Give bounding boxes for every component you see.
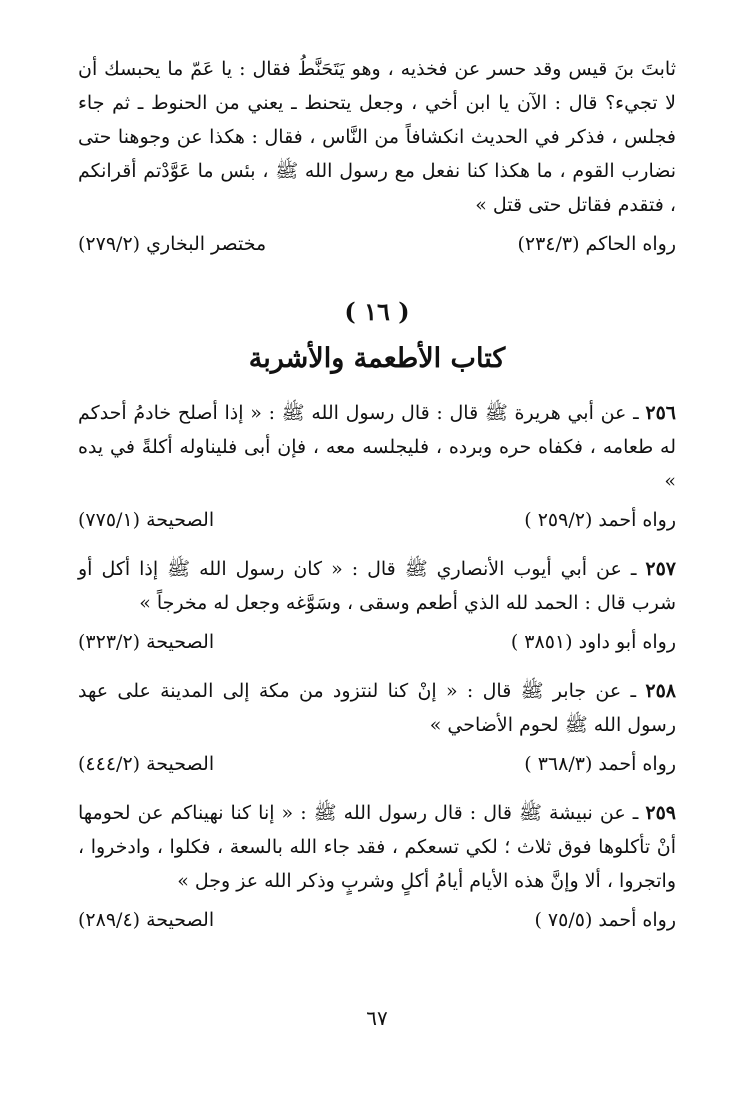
hadith-references <box>78 624 676 660</box>
hadith-258 <box>78 674 676 782</box>
chapter-title: كتاب الأطعمة والأشربة <box>248 343 506 374</box>
intro-paragraph: ثابتَ بنَ قيس وقد حسر عن فخذيه ، وهو يَتَحَنَّطُ فقال : يا عَمّ ما يحبسك أن لا تجيء؟ قال : الآن يا ابن أخي ، وجعل يتحنط ـ يعني من الحنوط ـ ثم جاء فجلس ، فذكر في الحديث انكشافاً من النَّاس ، فقال : هكذا عن وجوهنا حتى نضارب القوم ، ما هكذا كنا نفعل مع رسول الله ﷺ ، بئس ما عَوَّدْتم أقرانكم ، فتقدم فقاتل حتى قتل » <box>78 58 676 216</box>
hadith-text <box>78 796 676 898</box>
hadith-body: ـ عن نبيشة ﷺ قال : قال رسول الله ﷺ : « إنا كنا نهيناكم عن لحومها أنْ تأكلوها فوق ثلاث ؛ لكي تسعكم ، فقد جاء الله بالسعة ، فكلوا ، وادخروا ، واتجروا ، ألا وإنَّ هذه الأيام أيامُ أكلٍ وشربٍ وذكر الله عز وجل » <box>78 802 676 892</box>
hadith-number: ٢٥٩ <box>645 802 676 824</box>
hadith-text <box>78 674 676 742</box>
hadith-256 <box>78 396 676 538</box>
hadith-ref-source: رواه أحمد (٣٦٨/٣ ) <box>524 753 676 775</box>
hadith-body: ـ عن جابر ﷺ قال : « إنْ كنا لنتزود من مكة إلى المدينة على عهد رسول الله ﷺ لحوم الأضاحي » <box>78 680 676 736</box>
intro-ref-bukhari: مختصر البخاري (٢٧٩/٢) <box>78 233 267 255</box>
hadith-ref-sahiha: الصحيحة (٧٧٥/١) <box>78 509 215 531</box>
hadith-references <box>78 902 676 938</box>
hadith-number: ٢٥٧ <box>645 558 677 580</box>
hadith-references <box>78 502 676 538</box>
hadith-ref-sahiha: الصحيحة (٣٢٣/٢) <box>78 631 215 653</box>
hadith-ref-source: رواه أحمد (٧٥/٥ ) <box>534 909 676 931</box>
hadith-ref-source: رواه أبو داود (٣٨٥١ ) <box>510 631 676 653</box>
hadith-ref-source: رواه أحمد (٢٥٩/٢ ) <box>524 509 676 531</box>
hadith-259 <box>78 796 676 938</box>
intro-references <box>78 226 676 262</box>
hadith-ref-sahiha: الصحيحة (٢٨٩/٤) <box>78 909 215 931</box>
page-number: ٦٧ <box>366 1006 388 1030</box>
hadith-body: ـ عن أبي هريرة ﷺ قال : قال رسول الله ﷺ : « إذا أصلح خادمُ أحدكم له طعامه ، فكفاه حره وبرده ، فليجلسه معه ، فإن أبى فليناوله أكلةً في يده » <box>78 402 676 492</box>
hadith-text <box>78 396 676 498</box>
hadith-references <box>78 746 676 782</box>
hadith-number: ٢٥٨ <box>645 680 676 702</box>
chapter-number: ( ١٦ ) <box>344 297 410 326</box>
hadith-text <box>78 552 676 620</box>
hadith-number: ٢٥٦ <box>645 402 676 424</box>
hadith-body: ـ عن أبي أيوب الأنصاري ﷺ قال : « كان رسول الله ﷺ إذا أكل أو شرب قال : الحمد لله الذي أطعم وسقى ، وسَوَّغه وجعل له مخرجاً » <box>78 558 676 614</box>
intro-ref-hakim: رواه الحاكم (٢٣٤/٣) <box>517 233 676 255</box>
hadith-257 <box>78 552 676 660</box>
hadith-ref-sahiha: الصحيحة (٤٤٤/٢) <box>78 753 215 775</box>
